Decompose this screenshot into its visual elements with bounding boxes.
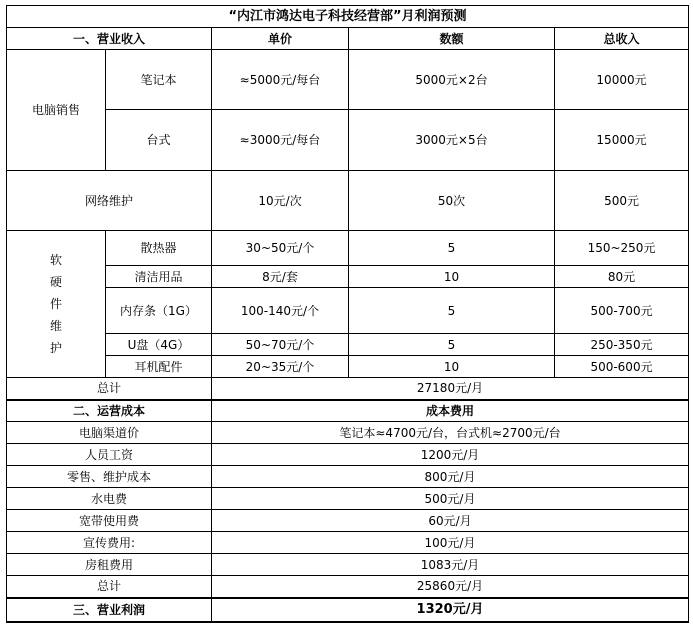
hw-sw-group-char: 件 (49, 297, 62, 311)
profit-value: 1320元/月 (212, 598, 689, 622)
cost-value: 1083元/月 (212, 554, 689, 576)
table-row (7, 554, 689, 576)
hw-sw-group (7, 231, 106, 378)
cost-value: 60元/月 (212, 510, 689, 532)
cost-item: 人员工资 (7, 444, 212, 466)
table-row (7, 110, 689, 171)
price-cell: 8元/套 (212, 266, 349, 288)
cost-value: 500元/月 (212, 488, 689, 510)
table-row (7, 532, 689, 554)
quantity-cell: 5 (349, 288, 555, 334)
table-title: “内江市鸿达电子科技经营部”月利润预测 (7, 6, 689, 28)
section-1-label: 一、营业收入 (7, 28, 212, 50)
table-row (7, 266, 689, 288)
total-cell: 150~250元 (555, 231, 689, 266)
table-row (7, 171, 689, 231)
cost-total-label: 总计 (7, 576, 212, 598)
price-cell: 20~35元/个 (212, 356, 349, 378)
table-row (7, 378, 689, 400)
header-quantity: 数额 (349, 28, 555, 50)
table-row (7, 576, 689, 598)
table-row (7, 356, 689, 378)
quantity-cell: 3000元×5台 (349, 110, 555, 171)
profit-forecast-table (6, 5, 689, 623)
computer-sales-group: 电脑销售 (7, 50, 106, 171)
total-cell: 250-350元 (555, 334, 689, 356)
price-cell: ≈3000元/每台 (212, 110, 349, 171)
cost-value: 800元/月 (212, 466, 689, 488)
total-cell: 15000元 (555, 110, 689, 171)
quantity-cell: 5 (349, 334, 555, 356)
section-2-label: 二、运营成本 (7, 400, 212, 422)
quantity-cell: 10 (349, 356, 555, 378)
hw-sw-group-char: 护 (49, 341, 62, 355)
total-cell: 500-700元 (555, 288, 689, 334)
cost-item: 房租费用 (7, 554, 212, 576)
table-row (7, 231, 689, 266)
table-row (7, 466, 689, 488)
item-cell: 网络维护 (7, 171, 212, 231)
price-cell: 50~70元/个 (212, 334, 349, 356)
quantity-cell: 10 (349, 266, 555, 288)
table-row (7, 288, 689, 334)
total-cell: 500元 (555, 171, 689, 231)
cost-value: 100元/月 (212, 532, 689, 554)
cost-value: 笔记本≈4700元/台，台式机≈2700元/台 (212, 422, 689, 444)
item-cell: 清洁用品 (106, 266, 212, 288)
table-row (7, 50, 689, 110)
item-cell: 笔记本 (106, 50, 212, 110)
cost-item: 宽带使用费 (7, 510, 212, 532)
quantity-cell: 5 (349, 231, 555, 266)
cost-item: 电脑渠道价 (7, 422, 212, 444)
section-3-label: 三、营业利润 (7, 598, 212, 622)
header-price: 单价 (212, 28, 349, 50)
price-cell: 10元/次 (212, 171, 349, 231)
total-cell: 80元 (555, 266, 689, 288)
price-cell: 100-140元/个 (212, 288, 349, 334)
item-cell: 内存条（1G） (106, 288, 212, 334)
table-row (7, 444, 689, 466)
hw-sw-group-char: 软 (49, 253, 62, 267)
cost-total-value: 25860元/月 (212, 576, 689, 598)
item-cell: 散热器 (106, 231, 212, 266)
cost-value: 1200元/月 (212, 444, 689, 466)
hw-sw-group-char: 硬 (49, 275, 62, 289)
item-cell: U盘（4G） (106, 334, 212, 356)
table-row (7, 510, 689, 532)
quantity-cell: 5000元×2台 (349, 50, 555, 110)
total-cell: 500-600元 (555, 356, 689, 378)
price-cell: 30~50元/个 (212, 231, 349, 266)
price-cell: ≈5000元/每台 (212, 50, 349, 110)
header-total: 总收入 (555, 28, 689, 50)
quantity-cell: 50次 (349, 171, 555, 231)
table-row (7, 422, 689, 444)
cost-item: 零售、维护成本 (7, 466, 212, 488)
item-cell: 耳机配件 (106, 356, 212, 378)
cost-item: 宣传费用: (7, 532, 212, 554)
income-total-value: 27180元/月 (212, 378, 689, 400)
cost-header: 成本费用 (212, 400, 689, 422)
cost-item: 水电费 (7, 488, 212, 510)
hw-sw-group-char: 维 (49, 319, 62, 333)
table-row (7, 488, 689, 510)
income-total-label: 总计 (7, 378, 212, 400)
item-cell: 台式 (106, 110, 212, 171)
table-row (7, 334, 689, 356)
total-cell: 10000元 (555, 50, 689, 110)
